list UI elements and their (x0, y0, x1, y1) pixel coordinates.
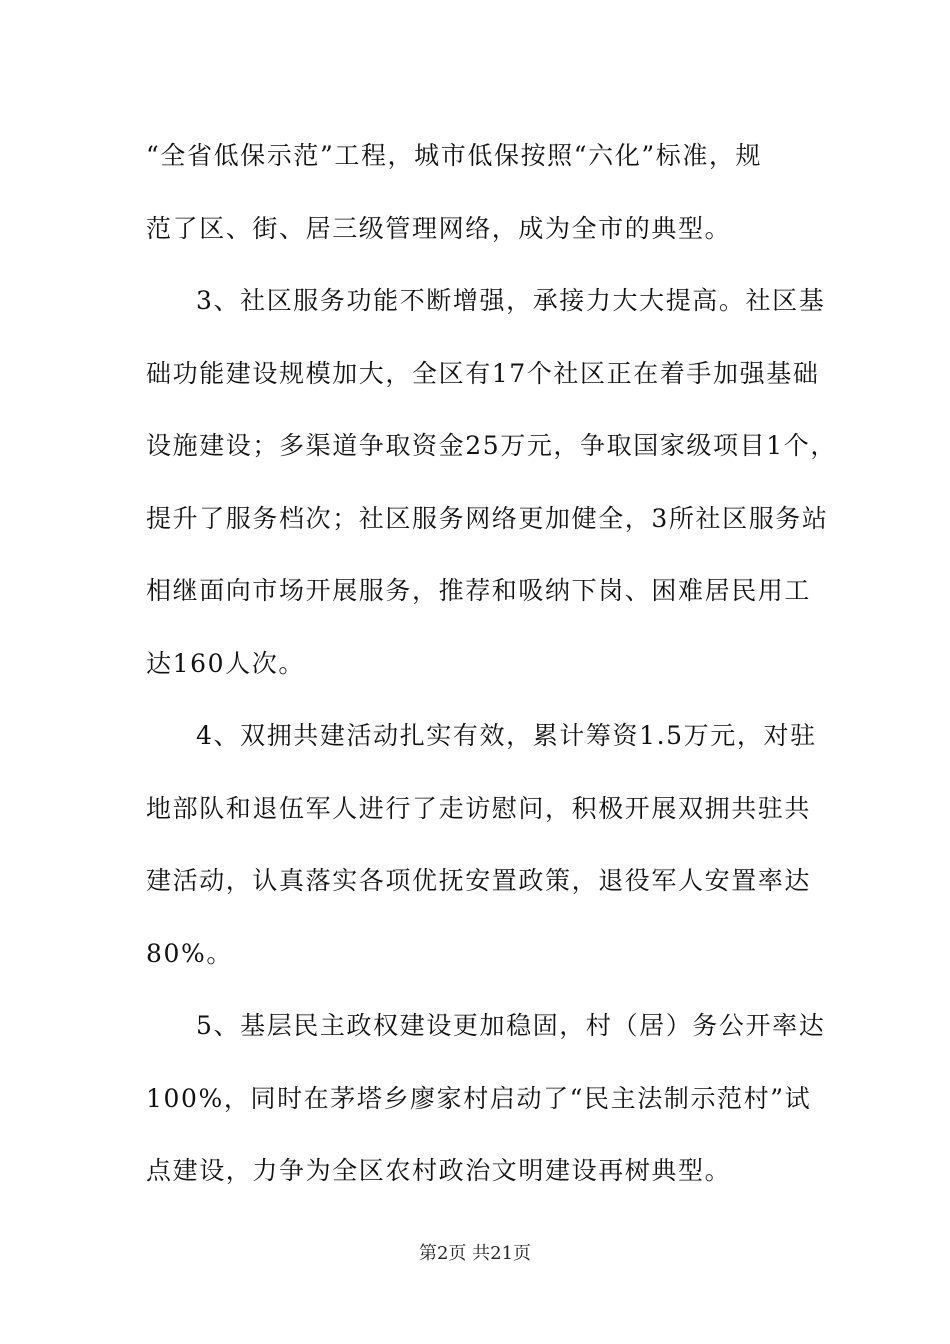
document-body (146, 120, 837, 1208)
text-line: 地部队和退伍军人进行了走访慰问，积极开展双拥共驻共 (146, 793, 812, 823)
text-line: 相继面向市场开展服务，推荐和吸纳下岗、困难居民用工 (146, 576, 812, 605)
text-line: 点建设，力争为全区农村政治文明建设再树典型。 (146, 1156, 732, 1185)
paragraph-item-4 (146, 700, 817, 990)
paragraph-continuation (146, 120, 810, 265)
page-number-footer: 第2页 共21页 (418, 1243, 532, 1264)
text-line: “全省低保示范”工程，城市低保按照“六化”标准，规 (146, 141, 763, 170)
text-line: 80%。 (146, 938, 233, 968)
text-line: 设施建设；多渠道争取资金25万元，争取国家级项目1个， (146, 431, 837, 460)
paragraph-item-3 (146, 265, 837, 700)
paragraph-item-5 (146, 990, 826, 1208)
text-line: 础功能建设规模加大，全区有17个社区正在着手加强基础 (146, 358, 820, 388)
text-line: 3、社区服务功能不断增强，承接力大大提高。社区基 (196, 286, 826, 315)
text-line: 达160人次。 (146, 648, 305, 678)
text-line: 范了区、街、居三级管理网络，成为全市的典型。 (146, 213, 732, 243)
text-line: 5、基层民主政权建设更加稳固，村（居）务公开率达 (196, 1011, 826, 1040)
text-line: 提升了服务档次；社区服务网络更加健全，3所社区服务站 (146, 503, 829, 533)
text-line: 100%，同时在茅塔乡廖家村启动了“民主法制示范村”试 (146, 1083, 812, 1113)
text-line: 4、双拥共建活动扎实有效，累计筹资1.5万元，对驻 (196, 721, 817, 750)
text-line: 建活动，认真落实各项优抚安置政策，退役军人安置率达 (146, 866, 812, 895)
